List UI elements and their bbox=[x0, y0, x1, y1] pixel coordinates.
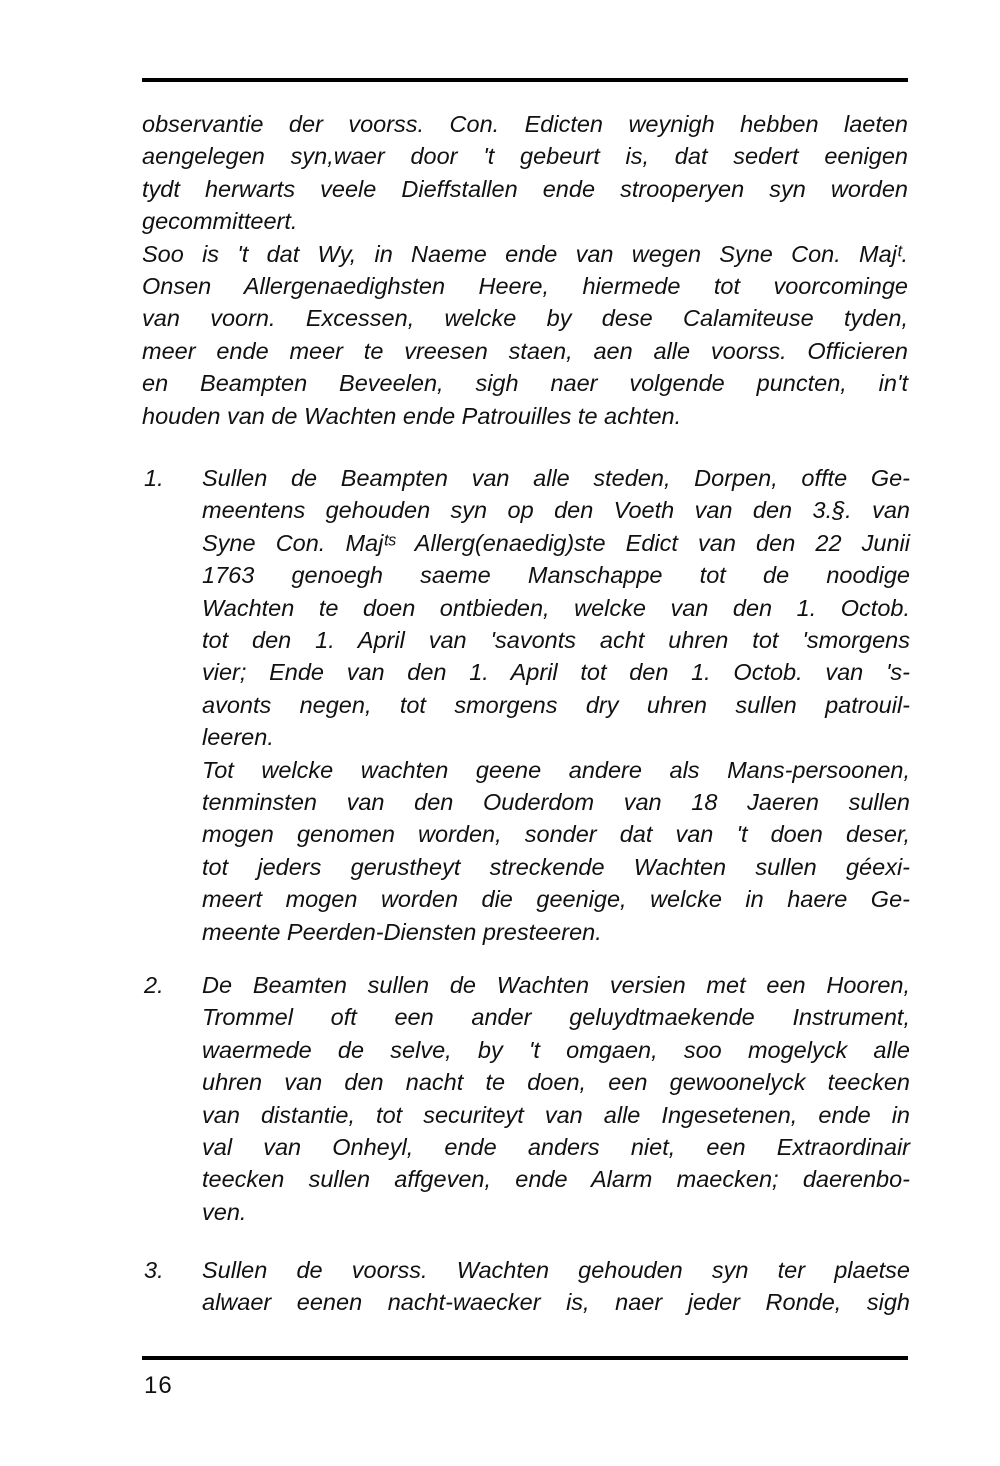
article-text bbox=[202, 1254, 910, 1319]
intro-paragraph bbox=[142, 108, 908, 432]
text-line: meer ende meer te vreesen staen, aen alle voorss. Officieren bbox=[142, 337, 908, 364]
article-number: 1. bbox=[144, 465, 164, 491]
text-line: meente Peerden-Diensten presteeren. bbox=[202, 918, 602, 945]
text-line: tydt herwarts veele Dieffstallen ende strooperyen syn worden bbox=[142, 175, 908, 202]
text-line: val van Onheyl, ende anders niet, een Extraordinair bbox=[202, 1134, 910, 1161]
text-line: alwaer eenen nacht-waecker is, naer jeder Ronde, sigh bbox=[202, 1289, 910, 1316]
text-line: leeren. bbox=[202, 724, 274, 751]
text-line: De Beamten sullen de Wachten versien met een Hooren, bbox=[202, 972, 910, 998]
text-line: Trommel oft een ander geluydtmaekende Instrument, bbox=[202, 1004, 910, 1031]
text-line: gecommitteert. bbox=[142, 208, 298, 235]
text-line: meert mogen worden die geenige, welcke in haere Ge- bbox=[202, 886, 910, 913]
text-line: Sullen de Beampten van alle steden, Dorpen, offte Ge- bbox=[202, 465, 910, 491]
text-line: avonts negen, tot smorgens dry uhren sullen patrouil- bbox=[202, 691, 910, 718]
text-line: ven. bbox=[202, 1198, 247, 1225]
text-line: vier; Ende van den 1. April tot den 1. Octob. van 's- bbox=[202, 659, 910, 686]
text-line: mogen genomen worden, sonder dat van 't doen deser, bbox=[202, 821, 910, 848]
top-rule bbox=[142, 78, 908, 82]
text-line: teecken sullen affgeven, ende Alarm maecken; daerenbo- bbox=[202, 1166, 910, 1193]
text-line: uhren van den nacht te doen, een gewoonelyck teecken bbox=[202, 1069, 910, 1096]
text-line: en Beampten Beveelen, sigh naer volgende puncten, in't bbox=[142, 370, 908, 397]
text-line: observantie der voorss. Con. Edicten weynigh hebben laeten bbox=[142, 111, 908, 137]
text-line: aengelegen syn,waer door 't gebeurt is, dat sedert eenigen bbox=[142, 143, 908, 170]
text-line: Tot welcke wachten geene andere als Mans-persoonen, bbox=[202, 756, 910, 783]
text-line: Wachten te doen ontbieden, welcke van den 1. Octob. bbox=[202, 594, 910, 621]
text-line: van voorn. Excessen, welcke by dese Calamiteuse tyden, bbox=[142, 305, 908, 332]
text-line: tenminsten van den Ouderdom van 18 Jaeren sullen bbox=[202, 789, 910, 816]
text-line: Syne Con. Majᵗˢ Allerg(enaedig)ste Edict van den 22 Junii bbox=[202, 529, 910, 556]
article-text bbox=[202, 969, 910, 1228]
text-line: 1763 genoegh saeme Manschappe tot de noodige bbox=[202, 562, 910, 589]
text-line: van distantie, tot securiteyt van alle Ingesetenen, ende in bbox=[202, 1101, 910, 1128]
text-line: houden van de Wachten ende Patrouilles te achten. bbox=[142, 402, 682, 429]
text-line: tot jeders gerustheyt streckende Wachten sullen géexi- bbox=[202, 853, 910, 880]
article-number: 2. bbox=[144, 972, 164, 998]
article-text bbox=[202, 462, 910, 948]
article-number: 3. bbox=[144, 1257, 164, 1283]
text-line: Soo is 't dat Wy, in Naeme ende van wegen Syne Con. Majᵗ. bbox=[142, 240, 908, 267]
text-line: meentens gehouden syn op den Voeth van den 3.§. van bbox=[202, 497, 910, 524]
text-line: Sullen de voorss. Wachten gehouden syn ter plaetse bbox=[202, 1257, 910, 1283]
page-number: 16 bbox=[144, 1372, 173, 1399]
text-line: waermede de selve, by 't omgaen, soo mogelyck alle bbox=[202, 1036, 910, 1063]
text-line: tot den 1. April van 'savonts acht uhren tot 'smorgens bbox=[202, 627, 910, 654]
bottom-rule bbox=[142, 1356, 908, 1360]
text-line: Onsen Allergenaedighsten Heere, hiermede tot voorcominge bbox=[142, 273, 908, 300]
